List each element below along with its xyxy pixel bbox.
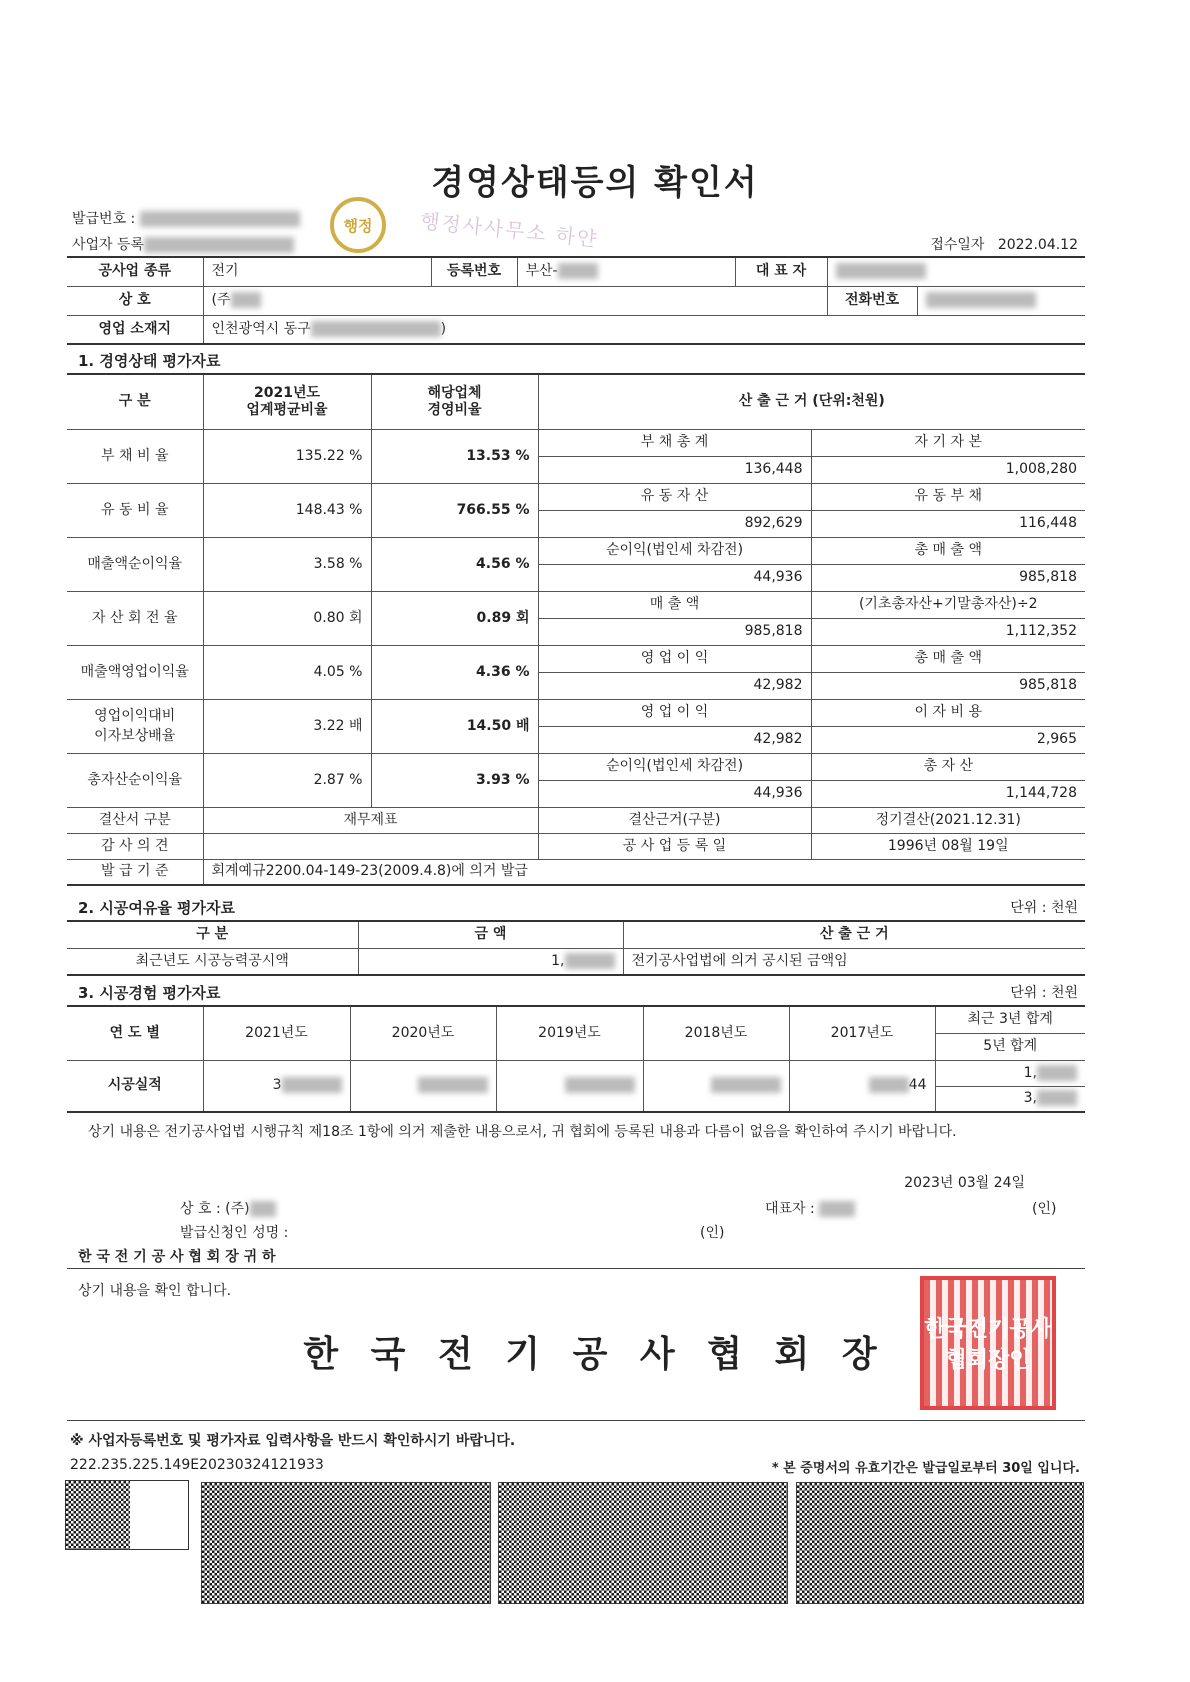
- 2d-barcode-3: [796, 1482, 1084, 1604]
- basis-right-label: 자 기 자 본: [811, 429, 1085, 456]
- rep-value: [827, 257, 1085, 286]
- industry-avg: 148.43 %: [203, 483, 371, 537]
- basis-left-value: 136,448: [538, 456, 811, 483]
- address-value: 인천광역시 동구 ): [203, 315, 1085, 344]
- sign-rep: 대표자 :: [765, 1198, 855, 1218]
- basis-left-value: 44,936: [538, 564, 811, 591]
- basis-left-label: 영 업 이 익: [538, 645, 811, 672]
- received-label: 접수일자: [930, 237, 985, 253]
- ratio-label: 영업이익대비 이자보상배율: [67, 699, 203, 753]
- capacity-basis: 전기공사업법에 의거 공시된 금액임: [623, 948, 1085, 975]
- reg-label: 등록번호: [431, 257, 517, 286]
- sum-5y: 3,: [935, 1086, 1085, 1112]
- applicant-label: 발급신청인 성명 :: [180, 1225, 289, 1241]
- notice: ※ 사업자등록번호 및 평가자료 입력사항을 반드시 확인하시기 바랍니다.: [70, 1433, 516, 1449]
- issuer-name: 한 국 전 기 공 사 협 회 장: [303, 1334, 887, 1375]
- ratio-row: [67, 483, 1085, 510]
- sign-company: 상 호 : (주): [180, 1198, 276, 1218]
- ratio-label: 총자산순이익율: [67, 753, 203, 807]
- section3-unit: 단위 : 천원: [1010, 985, 1078, 1001]
- confirm-text: 상기 내용을 확인 합니다.: [78, 1283, 232, 1299]
- standard-label: 발 급 기 준: [67, 859, 203, 885]
- basis-label: 결산근거(구분): [538, 807, 811, 833]
- company-ratio: 3.93 %: [371, 753, 538, 807]
- performance-label: 시공실적: [67, 1060, 203, 1112]
- name-value: (주: [203, 286, 827, 315]
- header-3y-sum: 최근 3년 합계: [935, 1006, 1085, 1033]
- perf-2021: 3: [203, 1060, 350, 1112]
- header-avg: 2021년도 업계평균비율: [203, 374, 371, 429]
- header-5y-sum: 5년 합계: [935, 1033, 1085, 1060]
- ratio-label: 자 산 회 전 율: [67, 591, 203, 645]
- industry-avg: 0.80 회: [203, 591, 371, 645]
- header-company: 해당업체 경영비율: [371, 374, 538, 429]
- ratio-label: 유 동 비 율: [67, 483, 203, 537]
- type-value: 전기: [203, 257, 431, 286]
- basis-value: 정기결산(2021.12.31): [811, 807, 1085, 833]
- perf-2017: 44: [789, 1060, 935, 1112]
- issue-number-label: 발급번호 :: [72, 211, 136, 227]
- basis-right-value: 1,008,280: [811, 456, 1085, 483]
- header-basis: 산 출 근 거 (단위:천원): [538, 374, 1085, 429]
- ratio-row: [67, 429, 1085, 456]
- standard-value: 회계예규2200.04-149-23(2009.4.8)에 의거 발급: [203, 859, 1085, 885]
- ratio-row: [67, 645, 1085, 672]
- rep-label: 대 표 자: [735, 257, 827, 286]
- section3-title: 3. 시공경험 평가자료: [78, 984, 221, 1002]
- basis-right-value: 1,112,352: [811, 618, 1085, 645]
- issue-number: [72, 208, 300, 228]
- office-seal: 행정: [330, 197, 386, 253]
- section2-title: 2. 시공여유율 평가자료: [78, 899, 235, 917]
- basis-right-value: 2,965: [811, 726, 1085, 753]
- industry-avg: 3.22 배: [203, 699, 371, 753]
- perf-2018: [643, 1060, 789, 1112]
- basis-left-label: 매 출 액: [538, 591, 811, 618]
- phone-value: [917, 286, 1085, 315]
- ratio-label: 매출액순이익율: [67, 537, 203, 591]
- header-basis: 산 출 근 거: [623, 921, 1085, 948]
- year-2017: 2017년도: [789, 1006, 935, 1060]
- section2-unit: 단위 : 천원: [1010, 900, 1078, 916]
- industry-avg: 135.22 %: [203, 429, 371, 483]
- company-ratio: 14.50 배: [371, 699, 538, 753]
- divider: [67, 1268, 1085, 1269]
- validity-note: * 본 증명서의 유효기간은 발급일로부터 30일 입니다.: [771, 1461, 1080, 1476]
- basis-right-label: (기초총자산+기말총자산)÷2: [811, 591, 1085, 618]
- basis-left-value: 892,629: [538, 510, 811, 537]
- ratio-label: 매출액영업이익율: [67, 645, 203, 699]
- 2d-barcode-1: [201, 1482, 491, 1604]
- basis-left-label: 부 채 총 계: [538, 429, 811, 456]
- basis-right-label: 총 자 산: [811, 753, 1085, 780]
- ratio-row: [67, 753, 1085, 780]
- basis-left-value: 985,818: [538, 618, 811, 645]
- year-2019: 2019년도: [496, 1006, 643, 1060]
- industry-avg: 4.05 %: [203, 645, 371, 699]
- rep-seal-mark: (인): [1032, 1201, 1057, 1217]
- addressee: 한 국 전 기 공 사 협 회 장 귀 하: [78, 1249, 276, 1265]
- ratio-row: [67, 537, 1085, 564]
- sum-3y: 1,: [935, 1060, 1085, 1086]
- basis-right-label: 이 자 비 용: [811, 699, 1085, 726]
- basis-left-label: 순이익(법인세 차감전): [538, 753, 811, 780]
- regdate-label: 공 사 업 등 록 일: [538, 833, 811, 859]
- ratio-label: 부 채 비 율: [67, 429, 203, 483]
- name-label: 상 호: [67, 286, 203, 315]
- settle-label: 결산서 구분: [67, 807, 203, 833]
- financial-table: [67, 373, 1085, 886]
- barcode-box: [65, 1480, 189, 1550]
- type-label: 공사업 종류: [67, 257, 203, 286]
- issue-date: 2023년 03월 24일: [904, 1175, 1025, 1191]
- basis-right-label: 총 매 출 액: [811, 645, 1085, 672]
- audit-label: 감 사 의 견: [67, 833, 203, 859]
- company-ratio: 0.89 회: [371, 591, 538, 645]
- basis-left-value: 42,982: [538, 672, 811, 699]
- company-info-table: [67, 256, 1085, 345]
- business-number-label: 사업자 등록: [72, 237, 145, 253]
- phone-label: 전화번호: [827, 286, 917, 315]
- basis-right-value: 985,818: [811, 564, 1085, 591]
- basis-right-label: 유 동 부 채: [811, 483, 1085, 510]
- section1-title: 1. 경영상태 평가자료: [78, 352, 221, 370]
- statement: 상기 내용은 전기공사업법 시행규칙 제18조 1항에 의거 제출한 내용으로서, 귀 협회에 등록된 내용과 다름이 없음을 확인하여 주시기 바랍니다.: [88, 1124, 957, 1140]
- perf-2020: [350, 1060, 496, 1112]
- capacity-amount: 1,: [358, 948, 623, 975]
- 2d-barcode-2: [498, 1482, 788, 1604]
- received-date: [930, 234, 1078, 254]
- basis-left-label: 유 동 자 산: [538, 483, 811, 510]
- capacity-label: 최근년도 시공능력공시액: [67, 948, 358, 975]
- basis-left-value: 42,982: [538, 726, 811, 753]
- basis-left-label: 순이익(법인세 차감전): [538, 537, 811, 564]
- address-label: 영업 소재지: [67, 315, 203, 344]
- experience-table: [67, 1005, 1085, 1113]
- applicant-seal-mark: (인): [700, 1225, 725, 1241]
- industry-avg: 2.87 %: [203, 753, 371, 807]
- reg-value: 부산-: [517, 257, 735, 286]
- audit-value: [203, 833, 538, 859]
- business-number: [72, 234, 294, 254]
- year-2018: 2018년도: [643, 1006, 789, 1060]
- ratio-row: [67, 699, 1085, 726]
- header-year: 연 도 별: [67, 1006, 203, 1060]
- basis-right-value: 985,818: [811, 672, 1085, 699]
- official-stamp: 한국전기공사협회장인: [920, 1276, 1056, 1410]
- basis-left-label: 영 업 이 익: [538, 699, 811, 726]
- basis-right-value: 116,448: [811, 510, 1085, 537]
- basis-right-label: 총 매 출 액: [811, 537, 1085, 564]
- company-ratio: 4.36 %: [371, 645, 538, 699]
- basis-left-value: 44,936: [538, 780, 811, 807]
- settle-value: 재무제표: [203, 807, 538, 833]
- header-amount: 금 액: [358, 921, 623, 948]
- watermark: 행정사사무소 하얀: [419, 208, 600, 252]
- industry-avg: 3.58 %: [203, 537, 371, 591]
- header-division: 구 분: [67, 374, 203, 429]
- document-title: 경영상태등의 확인서: [431, 163, 759, 203]
- company-ratio: 4.56 %: [371, 537, 538, 591]
- company-ratio: 766.55 %: [371, 483, 538, 537]
- year-2020: 2020년도: [350, 1006, 496, 1060]
- company-ratio: 13.53 %: [371, 429, 538, 483]
- header-division: 구 분: [67, 921, 358, 948]
- document-code: 222.235.225.149E20230324121933: [70, 1457, 324, 1473]
- divider: [67, 1420, 1085, 1421]
- ratio-row: [67, 591, 1085, 618]
- year-2021: 2021년도: [203, 1006, 350, 1060]
- received-date-value: 2022.04.12: [997, 237, 1078, 253]
- basis-right-value: 1,144,728: [811, 780, 1085, 807]
- regdate-value: 1996년 08월 19일: [811, 833, 1085, 859]
- capacity-table: [67, 920, 1085, 976]
- perf-2019: [496, 1060, 643, 1112]
